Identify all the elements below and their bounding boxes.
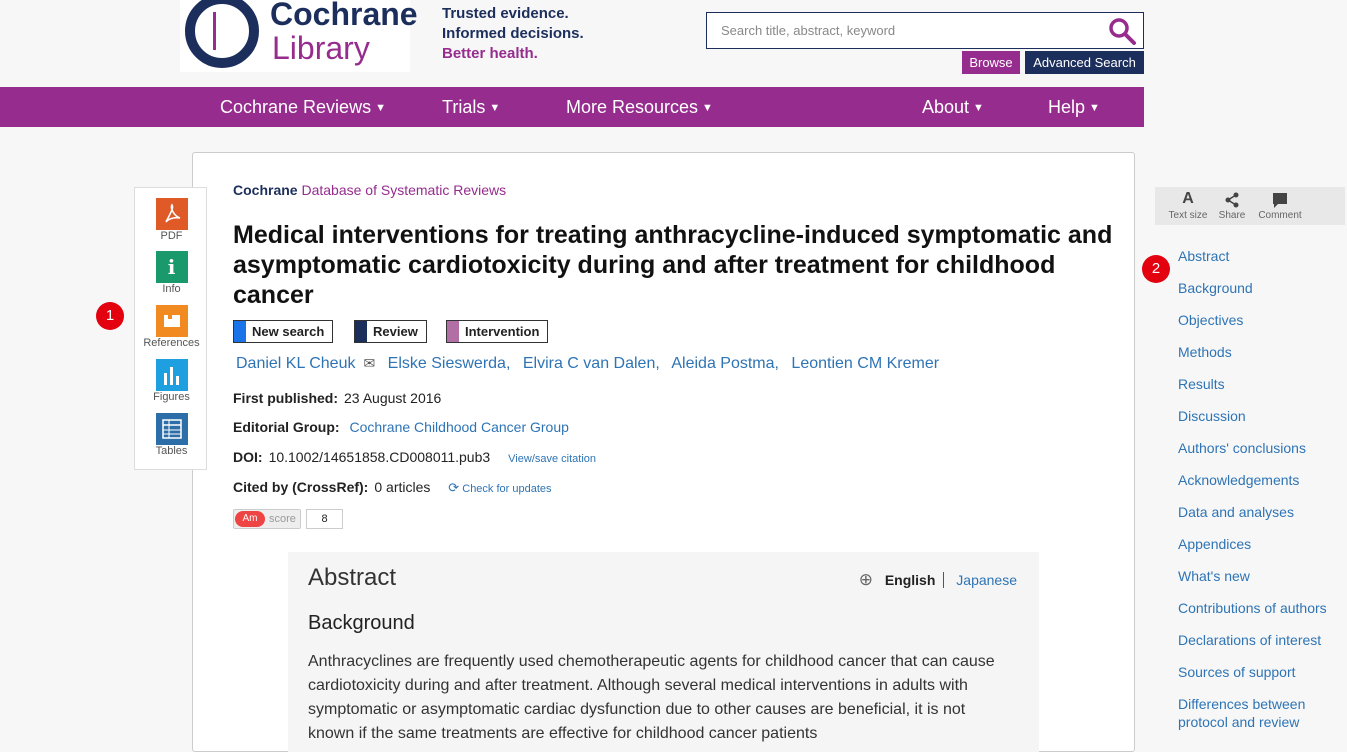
logo-text-cochrane[interactable]: Cochrane: [270, 0, 418, 32]
nav-help[interactable]: [1048, 87, 1100, 127]
toc-results[interactable]: Results: [1178, 376, 1225, 392]
share-label: Share: [1218, 210, 1246, 221]
nav-label: More Resources: [566, 97, 699, 117]
db-title-name: Database of Systematic Reviews: [301, 182, 507, 198]
abstract-background-heading: Background: [308, 612, 415, 634]
abstract-background-text: Anthracyclines are frequently used chemotherapeutic agents for childhood cancer that can cause cardiotoxicity during and after treatment. Although several medical interventions in adults with symptomatic or asymptomatic cardiac dysfunction due to other causes are beneficial, it is not known if the same treatments are effective for childhood cancer patients: [308, 653, 995, 742]
toc-contributions[interactable]: Contributions of authors: [1178, 600, 1327, 616]
first-published-label: First published:: [233, 390, 338, 406]
first-published: [233, 390, 441, 406]
author-link[interactable]: Leontien CM Kremer: [791, 355, 940, 372]
tool-label: Info: [162, 283, 181, 295]
article-title: Medical interventions for treating anthracycline-induced symptomatic and asymptomatic cardiotoxicity during and after treatment for childhood cancer: [233, 221, 1113, 309]
author-link[interactable]: Daniel KL Cheuk: [236, 355, 356, 372]
toc-acknowledgements[interactable]: Acknowledgements: [1178, 472, 1300, 488]
cited-by: [233, 479, 552, 496]
figures-icon: [156, 359, 188, 391]
info-icon: i: [156, 251, 188, 283]
altmetric-count: 8: [306, 509, 343, 529]
doi-value: 10.1002/14651858.CD008011.pub3: [268, 449, 491, 465]
tool-info[interactable]: [135, 251, 208, 295]
article-toolbox: [134, 187, 207, 470]
tagline-line-1: Trusted evidence.: [442, 5, 569, 22]
author-link[interactable]: Aleida Postma,: [671, 355, 779, 372]
database-title: [233, 182, 506, 198]
tagline: [442, 4, 584, 64]
toc-data-and-analyses[interactable]: Data and analyses: [1178, 504, 1294, 520]
altmetric-badge[interactable]: [233, 509, 301, 529]
share-toolbar: [1155, 187, 1345, 225]
caret-down-icon: ▼: [1089, 102, 1100, 114]
language-switcher: [859, 570, 1017, 590]
toc-abstract[interactable]: Abstract: [1178, 248, 1230, 264]
toc-methods[interactable]: Methods: [1178, 344, 1232, 360]
nav-trials[interactable]: [442, 87, 500, 127]
check-updates-link[interactable]: [448, 480, 552, 495]
tool-pdf[interactable]: [135, 198, 208, 242]
tagline-line-2: Informed decisions.: [442, 25, 584, 42]
tool-label: Figures: [153, 391, 190, 403]
author-link[interactable]: Elske Sieswerda,: [387, 355, 511, 372]
pdf-icon: [156, 198, 188, 230]
search-icon[interactable]: [1107, 16, 1137, 46]
tag-review[interactable]: Review: [354, 320, 427, 343]
search-box: [706, 12, 1144, 49]
text-size-icon: A: [1182, 190, 1194, 207]
tool-label: References: [143, 337, 200, 349]
refresh-icon: ⟳: [448, 480, 460, 495]
nav-label: Help: [1048, 97, 1086, 117]
marker-badge-2: 2: [1142, 255, 1170, 283]
tag-intervention[interactable]: Intervention: [446, 320, 548, 343]
table-of-contents: [1178, 247, 1343, 745]
text-size-label: Text size: [1168, 210, 1208, 221]
toc-sources-of-support[interactable]: Sources of support: [1178, 664, 1296, 680]
doi: [233, 449, 596, 465]
tool-references[interactable]: [135, 305, 208, 349]
nav-label: Trials: [442, 97, 486, 117]
cited-by-label: Cited by (CrossRef):: [233, 479, 369, 495]
tagline-line-3: Better health.: [442, 45, 538, 62]
tool-figures[interactable]: [135, 359, 208, 403]
author-link[interactable]: Elvira C van Dalen,: [522, 355, 660, 372]
tool-tables[interactable]: [135, 413, 208, 457]
logo-text-library[interactable]: Library: [272, 30, 370, 66]
toc-appendices[interactable]: Appendices: [1178, 536, 1252, 552]
toc-differences[interactable]: Differences between protocol and review: [1178, 696, 1306, 730]
share-button[interactable]: [1217, 187, 1247, 225]
nav-cochrane-reviews[interactable]: [220, 87, 386, 127]
abstract-title: Abstract: [308, 564, 397, 591]
tool-label: Tables: [155, 445, 188, 457]
toc-authors-conclusions[interactable]: Authors' conclusions: [1178, 440, 1306, 456]
doi-label: DOI:: [233, 449, 263, 465]
nav-about[interactable]: [922, 87, 984, 127]
caret-down-icon: ▼: [375, 102, 386, 114]
mail-icon[interactable]: ✉: [363, 355, 376, 371]
comment-icon: [1270, 190, 1290, 210]
header: [0, 0, 1347, 87]
editorial-group: [233, 419, 569, 435]
nav-more-resources[interactable]: [566, 87, 713, 127]
nav-label: About: [922, 97, 970, 117]
abstract-section: [288, 552, 1039, 752]
text-size-button[interactable]: [1167, 187, 1209, 225]
editorial-group-label: Editorial Group:: [233, 419, 340, 435]
caret-down-icon: ▼: [702, 102, 713, 114]
toc-declarations[interactable]: Declarations of interest: [1178, 632, 1322, 648]
advanced-search-button[interactable]: Advanced Search: [1025, 51, 1144, 74]
comment-button[interactable]: [1257, 187, 1303, 225]
altmetric-am-text: Am: [242, 513, 258, 524]
caret-down-icon: ▼: [973, 102, 984, 114]
language-japanese[interactable]: Japanese: [956, 572, 1017, 588]
main-nav: [0, 87, 1144, 127]
marker-badge-1: 1: [96, 302, 124, 330]
altmetric-score-label: score: [269, 513, 296, 525]
references-icon: [156, 305, 188, 337]
tag-new-search[interactable]: New search: [233, 320, 333, 343]
comment-label: Comment: [1258, 210, 1302, 221]
globe-icon: ⊕: [858, 570, 873, 589]
tool-label: PDF: [160, 230, 183, 242]
altmetric-donut-icon: [235, 511, 265, 527]
toc-whats-new[interactable]: What's new: [1178, 568, 1250, 584]
editorial-group-link[interactable]: Cochrane Childhood Cancer Group: [349, 419, 569, 435]
author-list: [236, 355, 947, 373]
toc-objectives[interactable]: Objectives: [1178, 312, 1244, 328]
view-citation-link[interactable]: View/save citation: [508, 453, 597, 465]
caret-down-icon: ▼: [489, 102, 501, 114]
tables-icon: [156, 413, 188, 445]
check-updates-label: Check for updates: [462, 483, 552, 495]
cited-by-value: 0 articles: [374, 479, 431, 495]
nav-label: Cochrane Reviews: [220, 97, 372, 117]
db-title-cochrane: Cochrane: [233, 182, 298, 198]
share-icon: [1222, 190, 1242, 210]
first-published-value: 23 August 2016: [344, 390, 442, 406]
toc-discussion[interactable]: Discussion: [1178, 408, 1246, 424]
language-english[interactable]: English: [885, 572, 945, 588]
toc-background[interactable]: Background: [1178, 280, 1253, 296]
search-input[interactable]: [707, 13, 1097, 48]
browse-button[interactable]: Browse: [962, 51, 1020, 74]
